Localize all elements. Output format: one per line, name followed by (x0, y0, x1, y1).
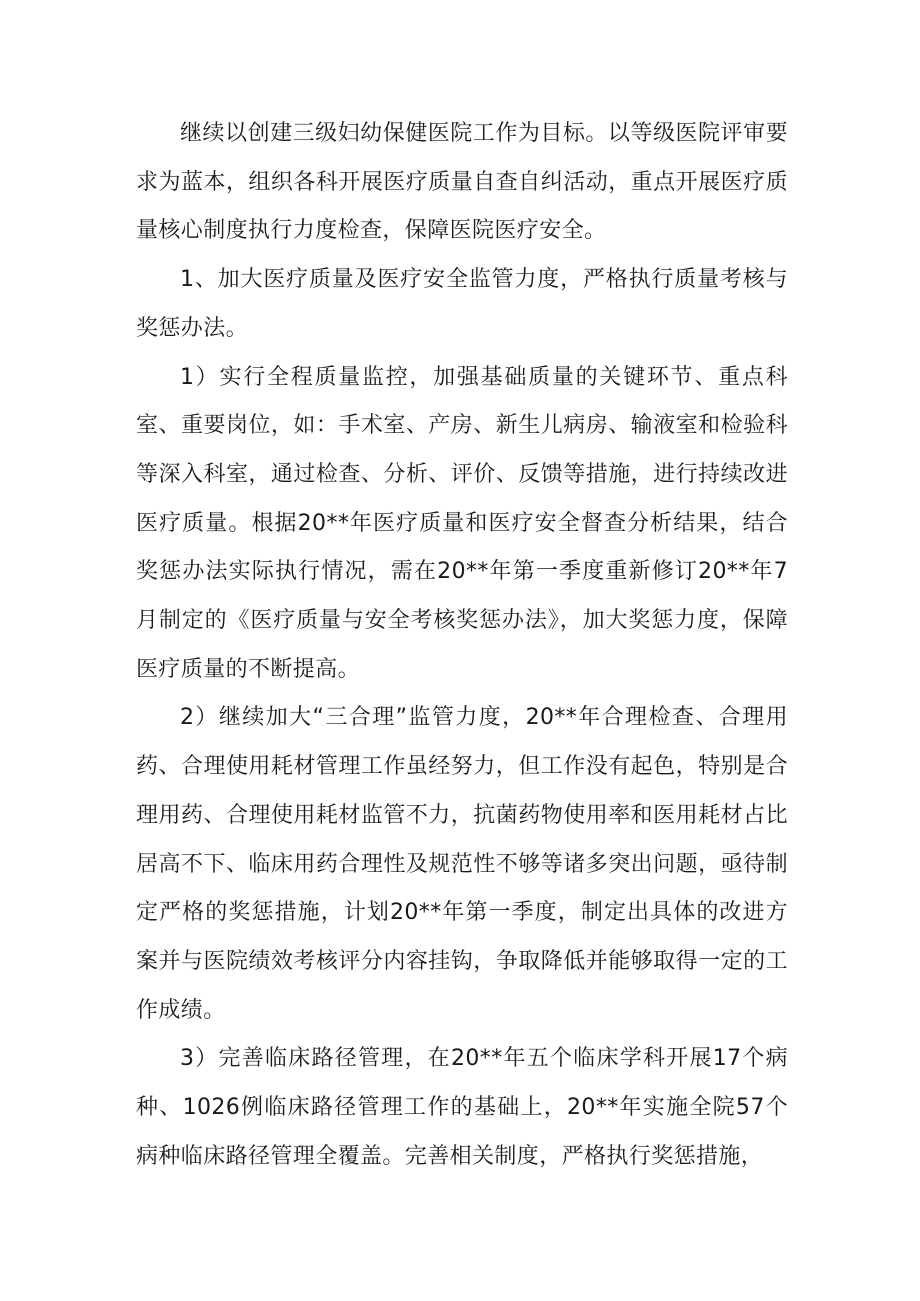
paragraph-item-3: 3）完善临床路径管理，在20**年五个临床学科开展17个病种、1026例临床路径管理工作的基础上，20**年实施全院57个病种临床路径管理全覆盖。完善相关制度，严格执行奖惩措施， (136, 1046, 788, 1169)
paragraph-intro: 继续以创建三级妇幼保健医院工作为目标。以等级医院评审要求为蓝本，组织各科开展医疗质量自查自纠活动，重点开展医疗质量核心制度执行力度检查，保障医院医疗安全。 (136, 121, 788, 244)
document-body (136, 110, 788, 1181)
paragraph-section-1: 1、加大医疗质量及医疗安全监管力度，严格执行质量考核与奖惩办法。 (136, 267, 788, 341)
paragraph-item-1: 1）实行全程质量监控，加强基础质量的关键环节、重点科室、重要岗位，如：手术室、产房、新生儿病房、输液室和检验科等深入科室，通过检查、分析、评价、反馈等措施，进行持续改进医疗质量。根据20**年医疗质量和医疗安全督查分析结果，结合奖惩办法实际执行情况，需在20**年第一季度重新修订20**年7月制定的《医疗质量与安全考核奖惩办法》，加大奖惩力度，保障医疗质量的不断提高。 (136, 364, 788, 682)
paragraph-item-2: 2）继续加大“三合理”监管力度，20**年合理检查、合理用药、合理使用耗材管理工作虽经努力，但工作没有起色，特别是合理用药、合理使用耗材监管不力，抗菌药物使用率和医用耗材占比居高不下、临床用药合理性及规范性不够等诸多突出问题，亟待制定严格的奖惩措施，计划20**年第一季度，制定出具体的改进方案并与医院绩效考核评分内容挂钩，争取降低并能够取得一定的工作成绩。 (136, 705, 788, 1023)
